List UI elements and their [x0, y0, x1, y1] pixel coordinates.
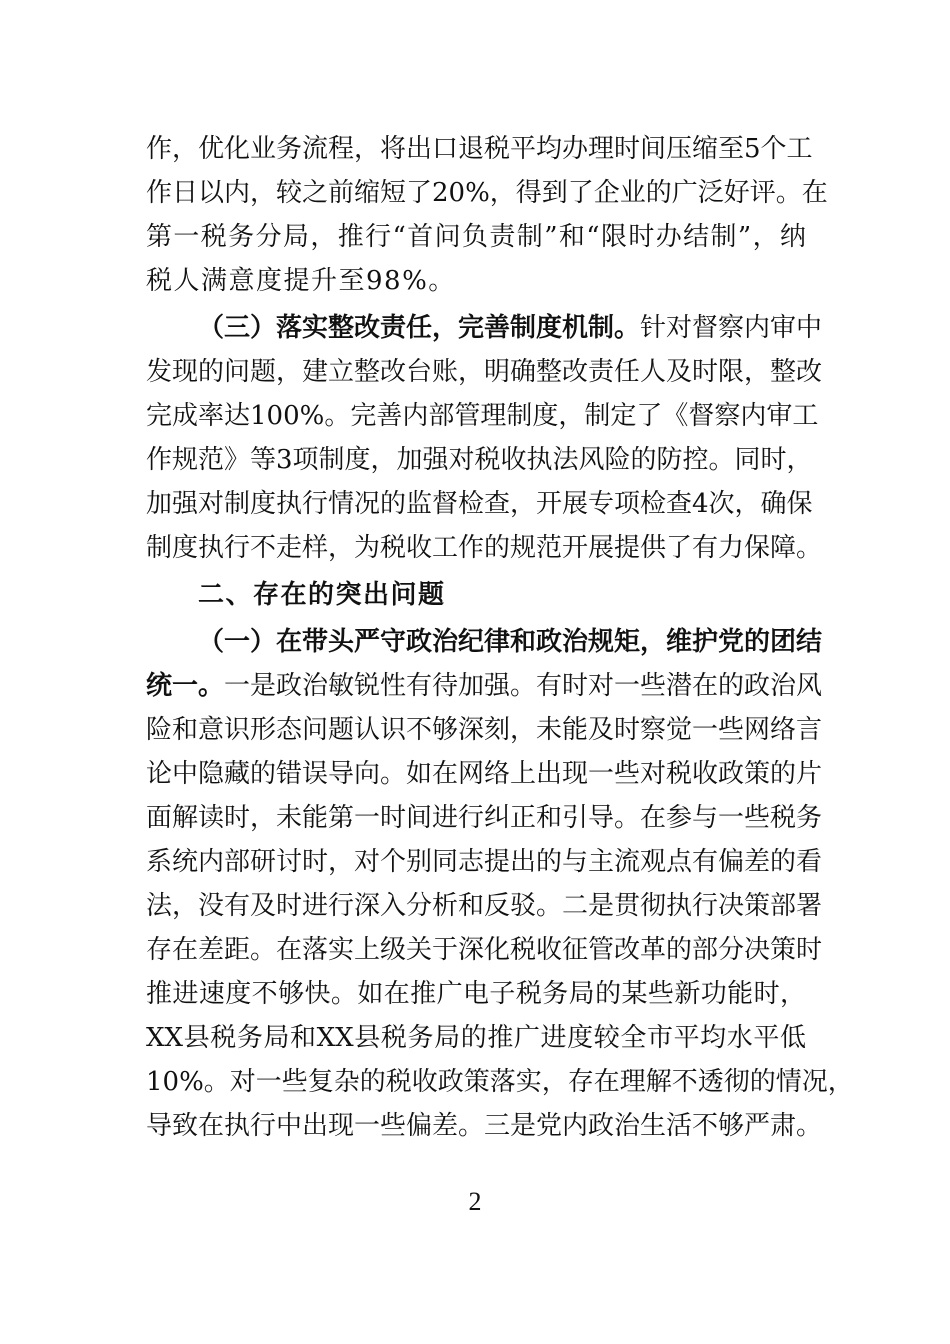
- text-line: 面解读时，未能第一时间进行纠正和引导。在参与一些税务: [146, 803, 823, 833]
- text-line: 10%。对一些复杂的税收政策落实，存在理解不透彻的情况，: [146, 1067, 854, 1097]
- text-line: 法，没有及时进行深入分析和反驳。二是贯彻执行决策部署: [146, 891, 823, 921]
- text-line: 税人满意度提升至98%。: [146, 266, 456, 296]
- text-line: 第一税务分局，推行“首问负责制”和“限时办结制”，纳: [146, 222, 806, 252]
- text-line: 加强对制度执行情况的监督检查，开展专项检查4次，确保: [146, 489, 813, 519]
- text-line: 险和意识形态问题认识不够深刻，未能及时察觉一些网络言: [146, 715, 823, 745]
- text-line: 制度执行不走样，为税收工作的规范开展提供了有力保障。: [146, 533, 823, 563]
- text-line: 论中隐藏的错误导向。如在网络上出现一些对税收政策的片: [146, 759, 823, 789]
- subsection-title: （三）落实整改责任，完善制度机制。: [198, 313, 641, 343]
- text-line: 发现的问题，建立整改台账，明确整改责任人及时限，整改: [146, 357, 823, 387]
- text-line: 存在差距。在落实上级关于深化税收征管改革的部分决策时: [146, 935, 823, 965]
- section-title: 二、存在的突出问题: [198, 580, 446, 610]
- text-line: 推进速度不够快。如在推广电子税务局的某些新功能时，: [146, 979, 806, 1009]
- page-number: 2: [468, 1187, 482, 1216]
- subsection-title: （一）在带头严守政治纪律和政治规矩，维护党的团结: [198, 627, 823, 657]
- text-line: 作日以内，较之前缩短了20%，得到了企业的广泛好评。在: [146, 178, 828, 208]
- text-line: 系统内部研讨时，对个别同志提出的与主流观点有偏差的看: [146, 847, 823, 877]
- text-line: 作，优化业务流程，将出口退税平均办理时间压缩至5个工: [146, 134, 813, 164]
- subsection-title-end: 统一。: [146, 671, 225, 701]
- section-heading-line: （三）落实整改责任，完善制度机制。针对督察内审中: [198, 313, 823, 343]
- text-line: 统一。一是政治敏锐性有待加强。有时对一些潜在的政治风: [146, 671, 823, 701]
- text-line: 完成率达100%。完善内部管理制度，制定了《督察内审工: [146, 401, 819, 431]
- text-line: 作规范》等3项制度，加强对税收执法风险的防控。同时，: [146, 445, 813, 475]
- text-line: XX县税务局和XX县税务局的推广进度较全市平均水平低: [146, 1023, 806, 1053]
- text-line: 导致在执行中出现一些偏差。三是党内政治生活不够严肃。: [146, 1111, 823, 1141]
